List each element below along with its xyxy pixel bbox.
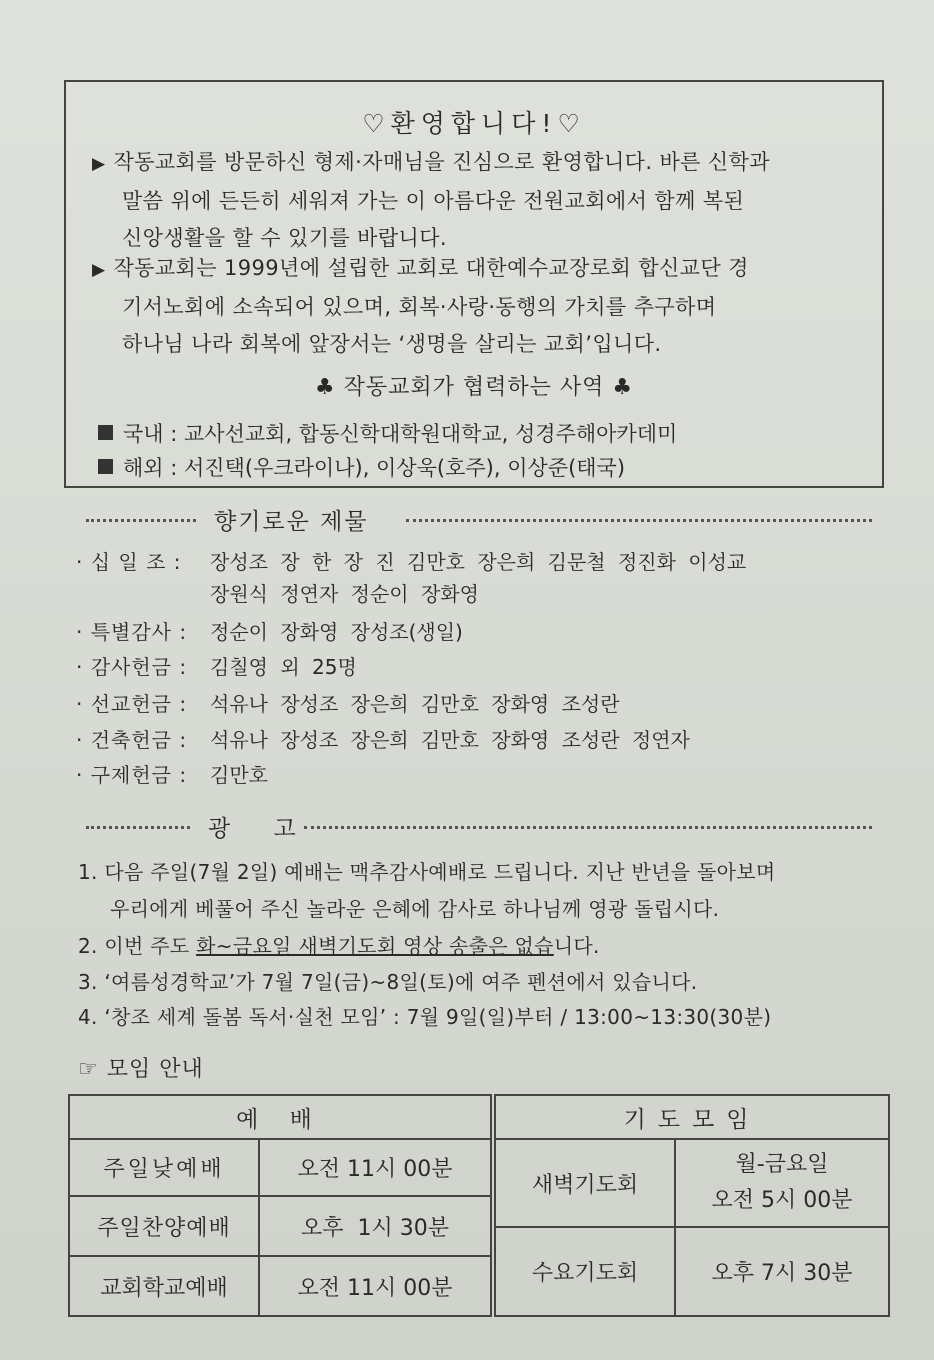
prayer-time [675, 1139, 889, 1227]
offering-key: · 선교헌금 : [76, 692, 188, 716]
welcome-title: ♡환영합니다!♡ [362, 109, 586, 138]
welcome-p2-line-1: 작동교회는 1999년에 설립한 교회로 대한예수교장로회 합신교단 경 [113, 256, 749, 280]
dotted-divider [86, 826, 190, 829]
offering-value: 김칠영 외 25명 [210, 655, 357, 679]
domestic-label: 국내 : [123, 422, 178, 446]
notice-1-line-2: 우리에게 베풀어 주신 놀라운 은혜에 감사로 하나님께 영광 돌립시다. [110, 897, 720, 921]
offering-key: · 구제헌금 : [76, 763, 188, 787]
notice-1 [78, 856, 776, 922]
worship-name: 주일낮예배 [69, 1139, 259, 1196]
notice-2-prefix: 2. 이번 주도 [78, 934, 197, 958]
offerings-heading-row [86, 503, 872, 533]
notice-3: 3. ‘여름성경학교’가 7월 7일(금)~8일(토)에 여주 펜션에서 있습니다. [78, 970, 698, 994]
offering-row-thanks [76, 651, 357, 680]
notice-1-line-1: 1. 다음 주일(7월 2일) 예배는 맥추감사예배로 드립니다. 지난 반년을 돌아보며 [78, 860, 776, 884]
offering-value: 김만호 [210, 763, 268, 787]
welcome-p1-line-3: 신앙생활을 할 수 있기를 바랍니다. [122, 226, 447, 250]
domestic-value: 교사선교회, 합동신학대학원대학교, 성경주해아카데미 [184, 422, 678, 446]
prayer-name: 수요기도회 [495, 1227, 675, 1316]
prayer-time-days: 월-금요일 [735, 1152, 829, 1177]
arrow-icon: ▶ [92, 154, 106, 174]
mission-domestic [98, 418, 677, 448]
welcome-paragraph-1 [92, 144, 866, 257]
welcome-p2-line-2: 기서노회에 소속되어 있으며, 회복·사랑·동행의 가치를 추구하며 [122, 295, 717, 319]
worship-time: 오전 11시 00분 [259, 1256, 491, 1316]
offering-row-building [76, 724, 690, 753]
dotted-divider [406, 519, 872, 522]
offering-value: 장성조 장 한 장 진 김만호 장은희 김문철 정진화 이성교 [210, 550, 747, 574]
offering-value: 정순이 장화영 장성조(생일) [210, 620, 463, 644]
offering-key: · 감사헌금 : [76, 655, 188, 679]
offering-value-cont: 장원식 정연자 정순이 장화영 [210, 582, 479, 606]
welcome-p2-line-3: 하나님 나라 회복에 앞장서는 ‘생명을 살리는 교회’입니다. [122, 332, 662, 356]
offering-value: 석유나 장성조 장은희 김만호 장화영 조성란 [210, 692, 620, 716]
worship-header: 예 배 [69, 1095, 491, 1139]
prayer-name: 새벽기도회 [495, 1139, 675, 1227]
welcome-p1-line-1: 작동교회를 방문하신 형제·자매님을 진심으로 환영합니다. 바른 신학과 [113, 150, 770, 174]
offering-key: · 십 일 조 : [76, 550, 182, 574]
offerings-heading: 향기로운 제물 [214, 509, 369, 535]
welcome-paragraph-2 [92, 250, 866, 363]
offering-row-tithe [76, 546, 747, 606]
worship-table [68, 1094, 492, 1317]
notice-2-suffix: 니다. [553, 934, 600, 958]
worship-name: 주일찬양예배 [69, 1196, 259, 1256]
overseas-label: 해외 : [123, 456, 178, 480]
meetings-heading: ☞ 모임 안내 [78, 1057, 204, 1082]
ads-heading: 광 고 [208, 816, 314, 842]
dotted-divider [86, 519, 196, 522]
notice-2-underlined: 화~금요일 새벽기도회 영상 송출은 없습 [196, 934, 554, 958]
overseas-value: 서진택(우크라이나), 이상욱(호주), 이상준(태국) [184, 456, 626, 480]
prayer-time-hour: 오전 5시 00분 [711, 1188, 853, 1213]
worship-time: 오전 11시 00분 [259, 1139, 491, 1196]
offering-row-relief [76, 759, 268, 788]
offering-row-special [76, 616, 463, 645]
worship-name: 교회학교예배 [69, 1256, 259, 1316]
offering-value: 석유나 장성조 장은희 김만호 장화영 조성란 정연자 [210, 728, 690, 752]
notice-2 [78, 930, 600, 959]
ads-heading-row [86, 810, 872, 840]
dotted-divider [304, 826, 872, 829]
mission-overseas [98, 452, 625, 482]
prayer-header: 기도모임 [495, 1095, 889, 1139]
worship-time: 오후 1시 30분 [259, 1196, 491, 1256]
notice-4: 4. ‘창조 세계 돌봄 독서·실천 모임’ : 7월 9일(일)부터 / 13:00~13:30(30분) [78, 1005, 772, 1029]
offering-key: · 건축헌금 : [76, 728, 188, 752]
square-bullet-icon [98, 459, 113, 474]
welcome-p1-line-2: 말씀 위에 든든히 세워져 가는 이 아름다운 전원교회에서 함께 복된 [122, 189, 745, 213]
prayer-time: 오후 7시 30분 [675, 1227, 889, 1316]
prayer-table [494, 1094, 890, 1317]
square-bullet-icon [98, 425, 113, 440]
offering-row-mission [76, 688, 620, 717]
offering-key: · 특별감사 : [76, 620, 188, 644]
welcome-box [64, 80, 884, 488]
arrow-icon: ▶ [92, 260, 106, 280]
mission-title: ♣ 작동교회가 협력하는 사역 ♣ [314, 375, 634, 400]
